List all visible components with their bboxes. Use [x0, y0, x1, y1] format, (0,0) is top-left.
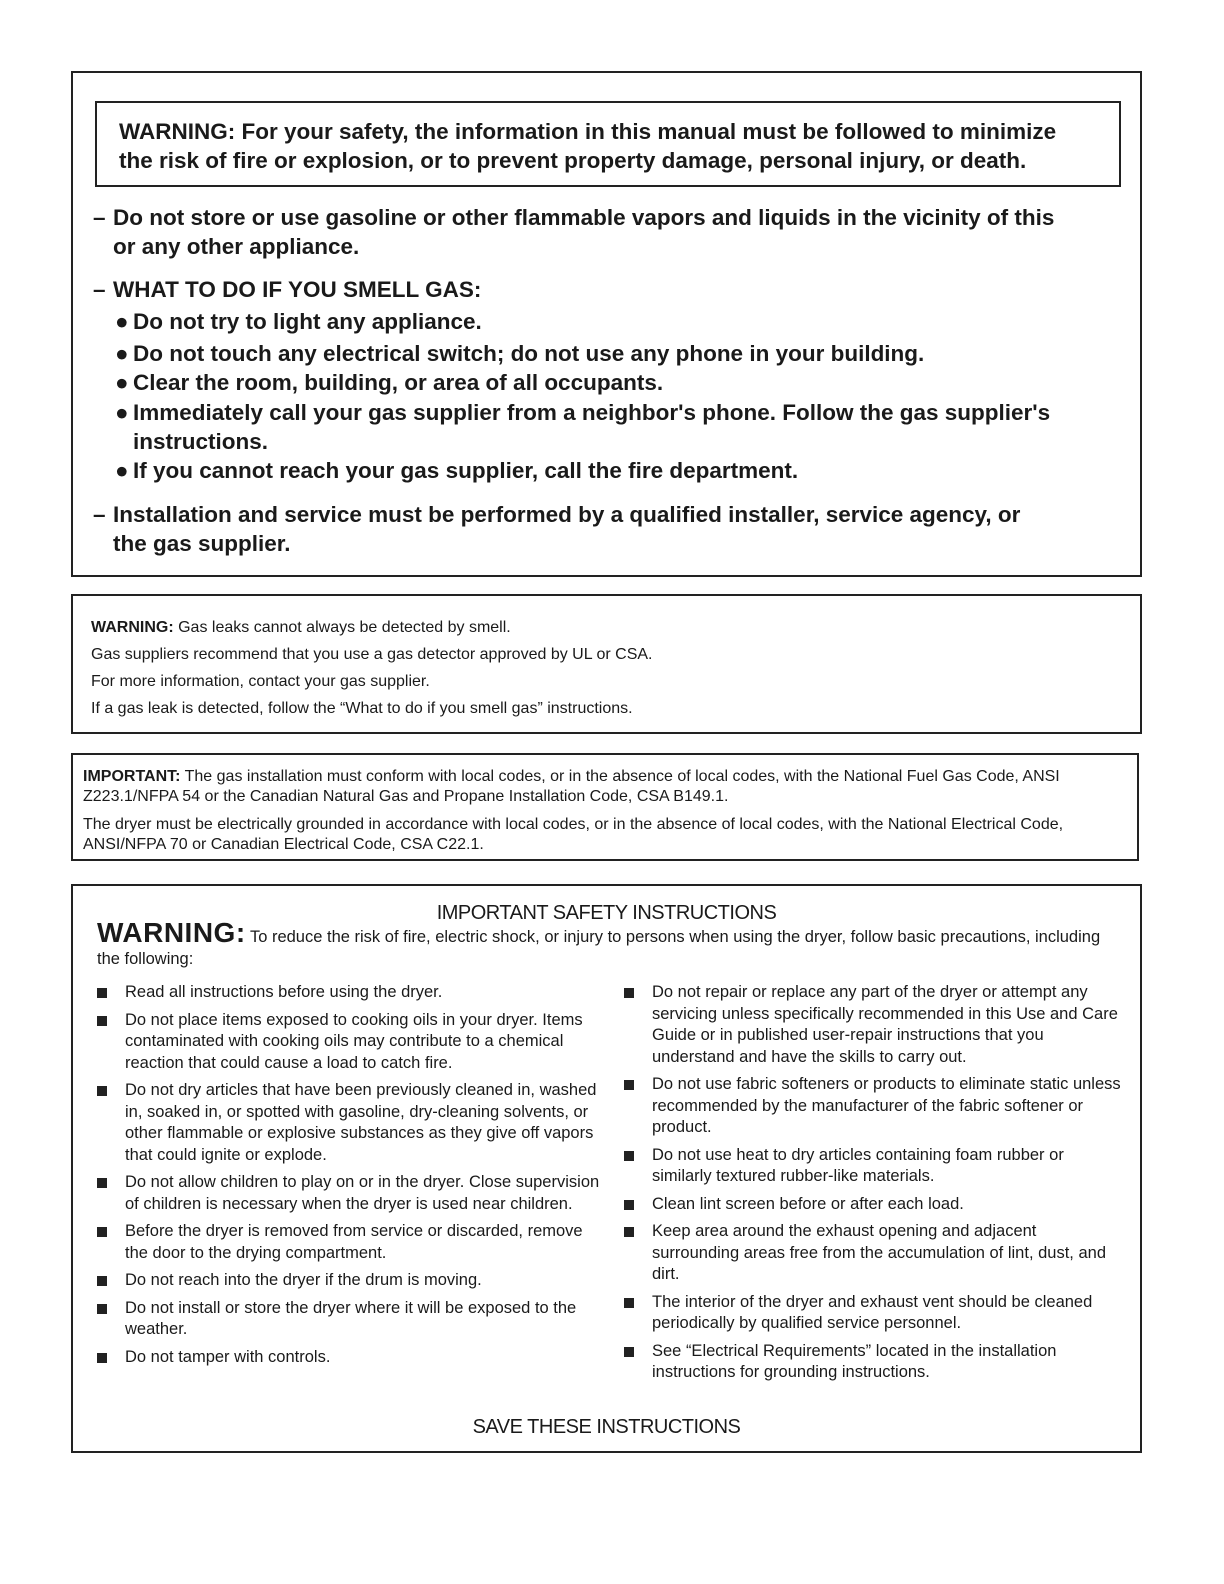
- primary-warning-box: [95, 101, 1121, 187]
- instruction-item: [624, 1341, 1124, 1384]
- instructions-column-right: [624, 982, 1124, 1390]
- bullet-item: ● Do not touch any electrical switch; do not use any phone in your building.: [115, 341, 925, 366]
- square-bullet-icon: [97, 1086, 107, 1096]
- bullet-item: ● Immediately call your gas supplier from a neighbor's phone. Follow the gas supplier's instructions.: [115, 400, 1051, 454]
- square-bullet-icon: [624, 1151, 634, 1161]
- instruction-text: Do not repair or replace any part of the dryer or attempt any servicing unless specifically recommended in this Use and Care Guide or in published user-repair instructions that you understand and have the skills to carry out.: [652, 983, 1118, 1066]
- square-bullet-icon: [97, 988, 107, 998]
- square-bullet-icon: [97, 1304, 107, 1314]
- primary-warning-line: WARNING: For your safety, the information in this manual must be followed to minimize: [119, 119, 1057, 144]
- square-bullet-icon: [97, 1353, 107, 1363]
- instruction-text: Do not use fabric softeners or products to eliminate static unless recommended by the manufacturer of the fabric softener or product.: [652, 1075, 1121, 1136]
- instruction-item: [97, 1172, 607, 1215]
- gas-leak-line: WARNING: Gas leaks cannot always be detected by smell.: [91, 619, 511, 636]
- instruction-item: [624, 1194, 1124, 1216]
- square-bullet-icon: [624, 1200, 634, 1210]
- instruction-item: [624, 1292, 1124, 1335]
- instruction-text: See “Electrical Requirements” located in the installation instructions for grounding instructions.: [652, 1341, 1057, 1381]
- square-bullet-icon: [624, 1298, 634, 1308]
- instruction-item: [97, 1298, 607, 1341]
- bullet-item: ● Do not try to light any appliance.: [115, 309, 482, 334]
- instruction-text: Do not tamper with controls.: [125, 1347, 331, 1366]
- instruction-item: [97, 1080, 607, 1166]
- square-bullet-icon: [624, 1347, 634, 1357]
- instruction-text: Do not install or store the dryer where it will be exposed to the weather.: [125, 1298, 577, 1338]
- instruction-text: Do not use heat to dry articles containing foam rubber or similarly textured rubber-like materials.: [652, 1145, 1064, 1185]
- instruction-item: [624, 1221, 1124, 1286]
- instruction-text: Do not allow children to play on or in the dryer. Close supervision of children is necessary when the dryer is used near children.: [125, 1173, 600, 1213]
- square-bullet-icon: [97, 1276, 107, 1286]
- gas-leak-warning-box: [71, 594, 1142, 734]
- instruction-text: Clean lint screen before or after each load.: [652, 1194, 964, 1213]
- instruction-text: Before the dryer is removed from service or discarded, remove the door to the drying compartment.: [125, 1222, 583, 1262]
- safety-warning-text: WARNING: To reduce the risk of fire, electric shock, or injury to persons when using the dryer, follow basic precautions, including the following:: [97, 917, 1101, 968]
- gas-leak-line: If a gas leak is detected, follow the “What to do if you smell gas” instructions.: [91, 700, 633, 717]
- dash-item-installation: – Installation and service must be performed by a qualified installer, service agency, or the gas supplier.: [93, 502, 1021, 556]
- instruction-item: [624, 1074, 1124, 1139]
- code-compliance-box: [71, 753, 1139, 861]
- instructions-column-left: [97, 982, 607, 1374]
- instruction-item: [97, 982, 607, 1004]
- instruction-text: Do not reach into the dryer if the drum is moving.: [125, 1271, 482, 1289]
- square-bullet-icon: [624, 1227, 634, 1237]
- instruction-item: [97, 1221, 607, 1264]
- square-bullet-icon: [97, 1227, 107, 1237]
- instruction-item: [97, 1270, 607, 1292]
- instruction-text: Do not dry articles that have been previously cleaned in, washed in, soaked in, or spotted with gasoline, dry-cleaning solvents, or other flammable or explosive substances as they give off vapors that could ignite or explode.: [125, 1081, 597, 1164]
- instruction-text: Do not place items exposed to cooking oils in your dryer. Items contaminated with cooking oils may contribute to a chemical reaction that could cause a load to catch fire.: [125, 1010, 583, 1072]
- instruction-item: [97, 1347, 607, 1369]
- instruction-text: Read all instructions before using the dryer.: [125, 983, 443, 1001]
- instruction-item: [97, 1010, 607, 1075]
- square-bullet-icon: [97, 1178, 107, 1188]
- bullet-item: ● Clear the room, building, or area of all occupants.: [115, 370, 664, 395]
- dash-item-flammables: – Do not store or use gasoline or other flammable vapors and liquids in the vicinity of this or any other appliance.: [93, 205, 1055, 259]
- code-paragraph: IMPORTANT: The gas installation must conform with local codes, or in the absence of local codes, with the National Fuel Gas Code, ANSI Z223.1/NFPA 54 or the Canadian Natural Gas and Propane Installation Code, CSA B149.1.: [83, 768, 1060, 805]
- code-paragraph: The dryer must be electrically grounded in accordance with local codes, or in the absence of local codes, with the National Electrical Code, ANSI/NFPA 70 or Canadian Electrical Code, CSA C22.1.: [83, 816, 1064, 853]
- instruction-text: The interior of the dryer and exhaust vent should be cleaned periodically by qualified service personnel.: [652, 1292, 1093, 1332]
- instruction-text: Keep area around the exhaust opening and adjacent surrounding areas free from the accumulation of lint, dust, and dirt.: [652, 1222, 1106, 1283]
- gas-safety-warning-box: [71, 71, 1142, 577]
- gas-leak-line: Gas suppliers recommend that you use a gas detector approved by UL or CSA.: [91, 646, 653, 663]
- save-instructions-footer: SAVE THESE INSTRUCTIONS: [472, 1416, 741, 1438]
- instruction-item: [624, 982, 1124, 1068]
- bullet-item: ● If you cannot reach your gas supplier, call the fire department.: [115, 458, 799, 483]
- primary-warning-line: the risk of fire or explosion, or to prevent property damage, personal injury, or death.: [119, 148, 1027, 173]
- square-bullet-icon: [624, 1080, 634, 1090]
- gas-leak-line: For more information, contact your gas supplier.: [91, 673, 430, 690]
- safety-instructions-box: [71, 884, 1142, 1453]
- dash-item-smell-gas: – WHAT TO DO IF YOU SMELL GAS:: [93, 277, 482, 302]
- square-bullet-icon: [97, 1016, 107, 1026]
- safety-instructions-heading: IMPORTANT SAFETY INSTRUCTIONS: [436, 902, 777, 924]
- instruction-item: [624, 1145, 1124, 1188]
- square-bullet-icon: [624, 988, 634, 998]
